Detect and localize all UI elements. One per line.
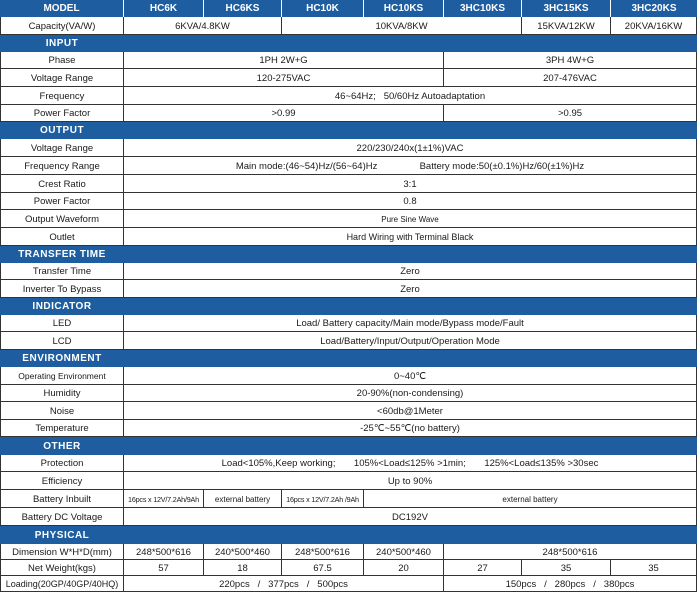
row-divider [0,401,697,402]
battery-dc-label: Battery DC Voltage [0,508,124,526]
protection-label: Protection [0,455,124,472]
section-indicator-bar [124,298,697,315]
output-voltage-value: 220/230/240x(1±1%)VAC [124,139,697,157]
input-pf-single: >0.99 [124,105,444,122]
model-hc6k: HC6K [124,0,204,17]
output-waveform-label: Output Waveform [0,210,124,228]
row-divider [0,297,697,298]
row-divider [0,121,697,122]
row-divider [0,34,697,35]
capacity-10k: 10KVA/8KW [282,17,522,35]
row-divider [0,507,697,508]
row-divider [0,419,697,420]
dimension-three-phase: 248*500*616 [444,544,697,560]
row-divider [0,279,697,280]
section-transfer: TRANSFER TIME [0,246,124,263]
section-other: OTHER [0,437,124,455]
row-divider [0,436,697,437]
row-divider [0,331,697,332]
model-hc6ks: HC6KS [204,0,282,17]
loading-label: Loading(20GP/40GP/40HQ) [0,576,124,592]
row-divider [0,227,697,228]
section-indicator: INDICATOR [0,298,124,315]
lcd-value: Load/Battery/Input/Output/Operation Mode [124,332,697,350]
model-3hc15ks: 3HC15KS [522,0,611,17]
row-divider [0,384,697,385]
loading-three-phase: 150pcs / 280pcs / 380pcs [444,576,697,592]
output-voltage-label: Voltage Range [0,139,124,157]
net-weight-label: Net Weight(kgs) [0,560,124,576]
output-frequency-value: Main mode:(46~54)Hz/(56~64)Hz Battery mode:50(±0.1%)Hz/60(±1%)Hz [124,157,697,175]
section-input: INPUT [0,35,124,52]
input-phase-three: 3PH 4W+G [444,52,697,69]
model-hc10k: HC10K [282,0,364,17]
loading-single-phase: 220pcs / 377pcs / 500pcs [124,576,444,592]
led-label: LED [0,315,124,332]
dimension-hc6ks: 240*500*460 [204,544,282,560]
humidity-label: Humidity [0,385,124,402]
dimension-label: Dimension W*H*D(mm) [0,544,124,560]
row-divider [0,525,697,526]
model-header: MODEL [0,0,124,17]
input-voltage-single: 120-275VAC [124,69,444,87]
battery-inbuilt-rest: external battery [364,490,697,508]
operating-env-value: 0~40℃ [124,367,697,385]
output-outlet-label: Outlet [0,228,124,246]
led-value: Load/ Battery capacity/Main mode/Bypass mode/Fault [124,315,697,332]
row-divider [0,68,697,69]
section-physical: PHYSICAL [0,526,124,544]
dimension-hc6k: 248*500*616 [124,544,204,560]
capacity-15k: 15KVA/12KW [522,17,611,35]
output-crest-value: 3:1 [124,175,697,193]
output-crest-label: Crest Ratio [0,175,124,193]
transfer-time-label: Transfer Time [0,263,124,280]
section-physical-bar [124,526,697,544]
row-divider [0,575,697,576]
output-outlet-value: Hard Wiring with Terminal Black [124,228,697,246]
output-pf-value: 0.8 [124,193,697,210]
noise-value: <60db@1Meter [124,402,697,420]
inverter-bypass-value: Zero [124,280,697,298]
efficiency-value: Up to 90% [124,472,697,490]
row-divider [0,471,697,472]
output-pf-label: Power Factor [0,193,124,210]
section-environment: ENVIRONMENT [0,350,124,367]
row-divider [0,209,697,210]
temperature-label: Temperature [0,420,124,437]
section-transfer-bar [124,246,697,263]
row-divider [0,174,697,175]
temperature-value: -25℃~55℃(no battery) [124,420,697,437]
net-weight-3hc20ks: 35 [611,560,697,576]
output-waveform-value: Pure Sine Wave [124,210,697,228]
input-phase-single: 1PH 2W+G [124,52,444,69]
model-hc10ks: HC10KS [364,0,444,17]
model-3hc20ks: 3HC20KS [611,0,697,17]
net-weight-3hc15ks: 35 [522,560,611,576]
model-3hc10ks: 3HC10KS [444,0,522,17]
input-phase-label: Phase [0,52,124,69]
input-pf-label: Power Factor [0,105,124,122]
row-divider [0,104,697,105]
row-divider [0,489,697,490]
section-other-bar [124,437,697,455]
lcd-label: LCD [0,332,124,350]
row-divider [0,349,697,350]
input-frequency-label: Frequency [0,87,124,105]
battery-inbuilt-hc6k: 16pcs x 12V/7.2Ah/9Ah [124,490,204,508]
operating-env-label: Operating Environment [0,367,124,385]
section-output-bar [124,122,697,139]
protection-value: Load<105%,Keep working; 105%<Load≤125% >1min; 125%<Load≤135% >30sec [124,455,697,472]
dimension-hc10ks: 240*500*460 [364,544,444,560]
section-input-bar [124,35,697,52]
output-frequency-label: Frequency Range [0,157,124,175]
dimension-hc10k: 248*500*616 [282,544,364,560]
section-output: OUTPUT [0,122,124,139]
efficiency-label: Efficiency [0,472,124,490]
capacity-6k: 6KVA/4.8KW [124,17,282,35]
battery-dc-value: DC192V [124,508,697,526]
net-weight-hc10ks: 20 [364,560,444,576]
section-environment-bar [124,350,697,367]
transfer-time-value: Zero [124,263,697,280]
net-weight-hc6k: 57 [124,560,204,576]
capacity-20k: 20KVA/16KW [611,17,697,35]
net-weight-3hc10ks: 27 [444,560,522,576]
battery-inbuilt-hc10k: 16pcs x 12V/7.2Ah /9Ah [282,490,364,508]
input-frequency-value: 46~64Hz; 50/60Hz Autoadaptation [124,87,697,105]
row-divider [0,245,697,246]
input-voltage-three: 207-476VAC [444,69,697,87]
row-divider [0,559,697,560]
humidity-value: 20-90%(non-condensing) [124,385,697,402]
input-voltage-label: Voltage Range [0,69,124,87]
net-weight-hc10k: 67.5 [282,560,364,576]
net-weight-hc6ks: 18 [204,560,282,576]
battery-inbuilt-label: Battery Inbuilt [0,490,124,508]
input-pf-three: >0.95 [444,105,697,122]
inverter-bypass-label: Inverter To Bypass [0,280,124,298]
battery-inbuilt-hc6ks: external battery [204,490,282,508]
capacity-label: Capacity(VA/W) [0,17,124,35]
row-divider [0,156,697,157]
row-divider [0,192,697,193]
noise-label: Noise [0,402,124,420]
row-divider [0,86,697,87]
